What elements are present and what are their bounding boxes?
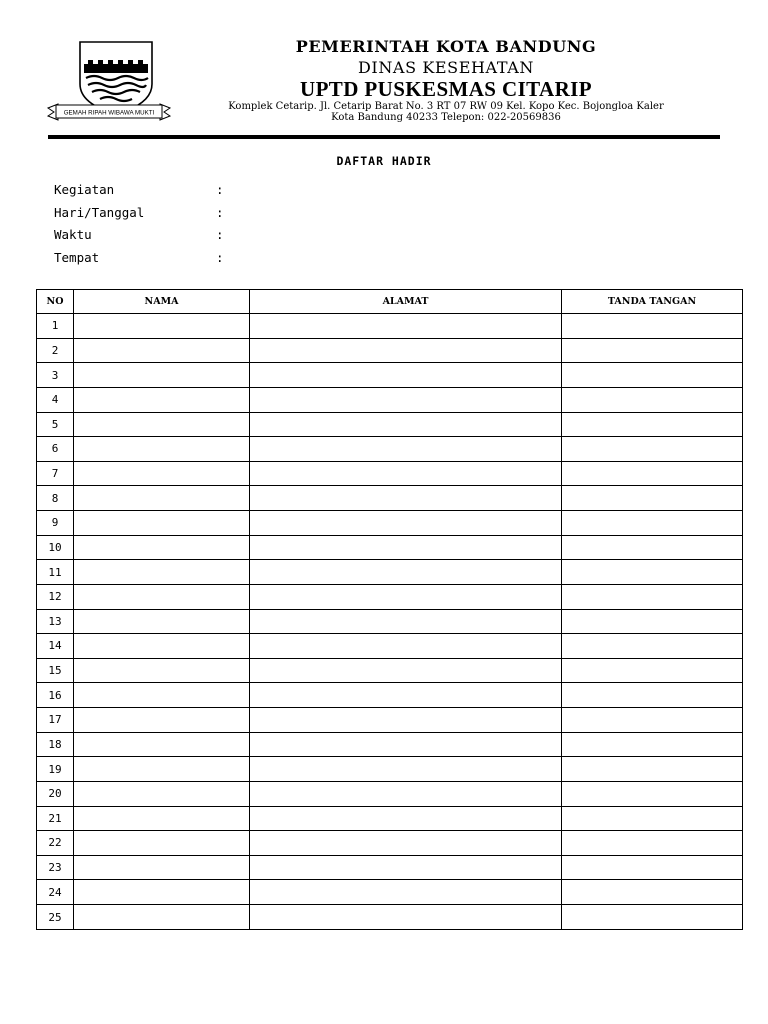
name-cell bbox=[74, 584, 250, 609]
row-number: 4 bbox=[37, 387, 74, 412]
signature-cell bbox=[562, 437, 743, 462]
name-cell bbox=[74, 609, 250, 634]
row-number: 1 bbox=[37, 314, 74, 339]
row-number: 16 bbox=[37, 683, 74, 708]
row-number: 2 bbox=[37, 338, 74, 363]
name-cell bbox=[74, 387, 250, 412]
address-cell bbox=[250, 683, 562, 708]
address-cell bbox=[250, 855, 562, 880]
signature-cell bbox=[562, 634, 743, 659]
letterhead bbox=[0, 0, 768, 140]
table-row bbox=[37, 708, 743, 733]
name-cell bbox=[74, 806, 250, 831]
row-number: 14 bbox=[37, 634, 74, 659]
row-number: 7 bbox=[37, 461, 74, 486]
name-cell bbox=[74, 634, 250, 659]
table-row bbox=[37, 338, 743, 363]
row-number: 23 bbox=[37, 855, 74, 880]
address-cell bbox=[250, 806, 562, 831]
name-cell bbox=[74, 314, 250, 339]
attendance-table bbox=[36, 289, 743, 930]
signature-cell bbox=[562, 584, 743, 609]
row-number: 21 bbox=[37, 806, 74, 831]
address-cell bbox=[250, 634, 562, 659]
row-number: 25 bbox=[37, 905, 74, 930]
field-label: Tempat bbox=[54, 249, 100, 265]
name-cell bbox=[74, 412, 250, 437]
field-label: Waktu bbox=[54, 227, 92, 242]
signature-cell bbox=[562, 560, 743, 585]
field-colon: : bbox=[216, 182, 224, 197]
table-row bbox=[37, 363, 743, 388]
table-header-row bbox=[37, 290, 743, 314]
table-row bbox=[37, 757, 743, 782]
row-number: 10 bbox=[37, 535, 74, 560]
name-cell bbox=[74, 732, 250, 757]
field-label: Hari/Tanggal bbox=[54, 204, 145, 220]
signature-cell bbox=[562, 683, 743, 708]
letterhead-divider bbox=[48, 135, 720, 139]
name-cell bbox=[74, 905, 250, 930]
address-cell bbox=[250, 338, 562, 363]
table-row bbox=[37, 511, 743, 536]
table-row bbox=[37, 314, 743, 339]
letterhead-city-phone: Kota Bandung 40233 Telepon: 022-20569836 bbox=[331, 112, 561, 123]
table-row bbox=[37, 437, 743, 462]
signature-cell bbox=[562, 535, 743, 560]
field-label: Kegiatan bbox=[54, 182, 115, 197]
address-cell bbox=[250, 609, 562, 634]
letterhead-department: DINAS KESEHATAN bbox=[357, 58, 534, 77]
field-colon: : bbox=[216, 249, 224, 265]
name-cell bbox=[74, 708, 250, 733]
table-row bbox=[37, 880, 743, 905]
signature-cell bbox=[562, 387, 743, 412]
name-cell bbox=[74, 363, 250, 388]
row-number: 19 bbox=[37, 757, 74, 782]
header-no: NO bbox=[37, 290, 74, 314]
name-cell bbox=[74, 486, 250, 511]
name-cell bbox=[74, 338, 250, 363]
address-cell bbox=[250, 831, 562, 856]
signature-cell bbox=[562, 338, 743, 363]
address-cell bbox=[250, 905, 562, 930]
signature-cell bbox=[562, 658, 743, 683]
address-cell bbox=[250, 511, 562, 536]
document-title: DAFTAR HADIR bbox=[336, 154, 432, 168]
row-number: 18 bbox=[37, 732, 74, 757]
row-number: 22 bbox=[37, 831, 74, 856]
signature-cell bbox=[562, 757, 743, 782]
name-cell bbox=[74, 880, 250, 905]
table-row bbox=[37, 412, 743, 437]
table-row bbox=[37, 461, 743, 486]
address-cell bbox=[250, 708, 562, 733]
row-number: 12 bbox=[37, 584, 74, 609]
address-cell bbox=[250, 535, 562, 560]
letterhead-institution: UPTD PUSKESMAS CITARIP bbox=[300, 77, 592, 101]
signature-cell bbox=[562, 905, 743, 930]
address-cell bbox=[250, 437, 562, 462]
name-cell bbox=[74, 683, 250, 708]
signature-cell bbox=[562, 314, 743, 339]
address-cell bbox=[250, 880, 562, 905]
signature-cell bbox=[562, 412, 743, 437]
signature-cell bbox=[562, 880, 743, 905]
header-nama: NAMA bbox=[74, 290, 250, 314]
table-row bbox=[37, 831, 743, 856]
row-number: 15 bbox=[37, 658, 74, 683]
name-cell bbox=[74, 511, 250, 536]
signature-cell bbox=[562, 855, 743, 880]
table-row bbox=[37, 683, 743, 708]
table-row bbox=[37, 535, 743, 560]
header-alamat: ALAMAT bbox=[250, 290, 562, 314]
header-tanda-tangan: TANDA TANGAN bbox=[562, 290, 743, 314]
row-number: 24 bbox=[37, 880, 74, 905]
address-cell bbox=[250, 412, 562, 437]
table-row bbox=[37, 781, 743, 806]
table-row bbox=[37, 609, 743, 634]
address-cell bbox=[250, 560, 562, 585]
table-row bbox=[37, 658, 743, 683]
address-cell bbox=[250, 658, 562, 683]
table-row bbox=[37, 486, 743, 511]
address-cell bbox=[250, 486, 562, 511]
signature-cell bbox=[562, 363, 743, 388]
attendance-rows bbox=[37, 314, 743, 930]
name-cell bbox=[74, 535, 250, 560]
table-row bbox=[37, 560, 743, 585]
signature-cell bbox=[562, 732, 743, 757]
address-cell bbox=[250, 387, 562, 412]
table-row bbox=[37, 806, 743, 831]
signature-cell bbox=[562, 831, 743, 856]
letterhead-address: Komplek Cetarip. Jl. Cetarip Barat No. 3 RT 07 RW 09 Kel. Kopo Kec. Bojongloa Kaler bbox=[228, 101, 664, 112]
name-cell bbox=[74, 658, 250, 683]
field-colon: : bbox=[216, 227, 224, 242]
row-number: 8 bbox=[37, 486, 74, 511]
field-colon: : bbox=[216, 204, 224, 220]
signature-cell bbox=[562, 781, 743, 806]
signature-cell bbox=[562, 461, 743, 486]
row-number: 5 bbox=[37, 412, 74, 437]
table-row bbox=[37, 634, 743, 659]
row-number: 20 bbox=[37, 781, 74, 806]
signature-cell bbox=[562, 511, 743, 536]
row-number: 9 bbox=[37, 511, 74, 536]
table-row bbox=[37, 855, 743, 880]
letterhead-government: PEMERINTAH KOTA BANDUNG bbox=[295, 37, 597, 56]
row-number: 6 bbox=[37, 437, 74, 462]
row-number: 3 bbox=[37, 363, 74, 388]
address-cell bbox=[250, 781, 562, 806]
name-cell bbox=[74, 757, 250, 782]
name-cell bbox=[74, 855, 250, 880]
table-row bbox=[37, 584, 743, 609]
logo-motto-text: GEMAH RIPAH WIBAWA MUKTI bbox=[63, 109, 155, 117]
signature-cell bbox=[562, 708, 743, 733]
table-row bbox=[37, 387, 743, 412]
address-cell bbox=[250, 584, 562, 609]
address-cell bbox=[250, 363, 562, 388]
row-number: 13 bbox=[37, 609, 74, 634]
address-cell bbox=[250, 314, 562, 339]
table-row bbox=[37, 732, 743, 757]
name-cell bbox=[74, 781, 250, 806]
row-number: 17 bbox=[37, 708, 74, 733]
row-number: 11 bbox=[37, 560, 74, 585]
signature-cell bbox=[562, 486, 743, 511]
name-cell bbox=[74, 437, 250, 462]
name-cell bbox=[74, 461, 250, 486]
address-cell bbox=[250, 732, 562, 757]
name-cell bbox=[74, 560, 250, 585]
signature-cell bbox=[562, 609, 743, 634]
signature-cell bbox=[562, 806, 743, 831]
address-cell bbox=[250, 461, 562, 486]
table-row bbox=[37, 905, 743, 930]
name-cell bbox=[74, 831, 250, 856]
address-cell bbox=[250, 757, 562, 782]
bandung-city-emblem-logo bbox=[44, 38, 174, 124]
